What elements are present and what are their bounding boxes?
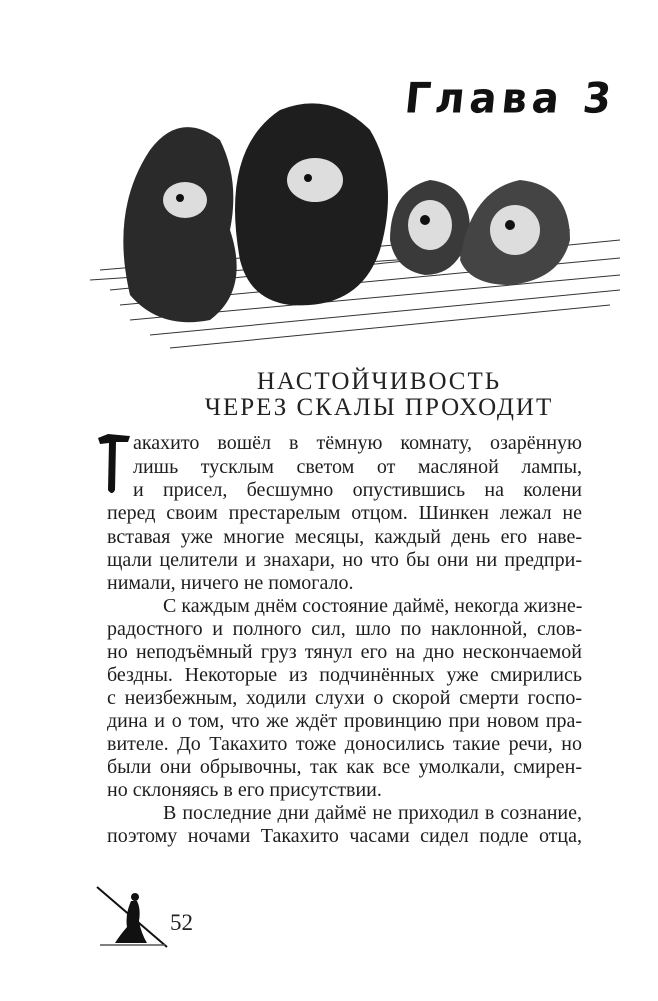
body-line: вителе. До Такахито тоже доносились такие речи, но [107,733,582,755]
body-line: нимали, ничего не помогало. [107,572,354,594]
body-line: В последние дни даймё не приходил в сознание, [163,802,582,824]
kneeling-figure-ornament [95,885,170,950]
section-heading-line-2: ЧЕРЕЗ СКАЛЫ ПРОХОДИТ [204,394,554,421]
body-line: акахито вошёл в тёмную комнату, озарённую [133,432,582,454]
page-number: 52 [170,910,193,935]
body-line: но неподъёмный груз тянул его на дно нескончаемой [107,641,582,663]
body-line: и присел, бесшумно опустившись на колени [133,479,582,501]
chapter-title: Глава 3 [402,74,619,124]
section-heading-line-1: НАСТОЙЧИВОСТЬ [256,368,502,395]
body-line: С каждым днём состояние даймё, некогда жизне- [163,595,583,617]
body-line: но склоняясь в его присутствии. [107,779,382,801]
body-line: были они обрывочны, так как все умолкали, смирен- [107,756,582,778]
body-line: лишь тусклым светом от масляной лампы, [133,456,582,478]
body-line: радостного и полного сил, шло по наклонной, слов- [107,618,582,640]
body-line: бездны. Некоторые из подчинённых уже смирились [107,664,582,686]
drop-cap-letter [98,432,130,496]
body-line: перед своим престарелым отцом. Шинкен лежал не [107,502,582,524]
demon-masks-illustration [90,90,620,355]
body-line: вставая уже многие месяцы, каждый день его наве- [107,526,582,548]
body-line: поэтому ночами Такахито часами сидел подле отца, [107,825,582,847]
body-line: с неизбежным, ходили слухи о скорой смерти госпо- [107,687,582,709]
body-line: дина и о том, что же ждёт провинцию при новом пра- [107,710,582,732]
body-line: щали целители и знахари, но что бы они ни предпри- [107,549,582,571]
